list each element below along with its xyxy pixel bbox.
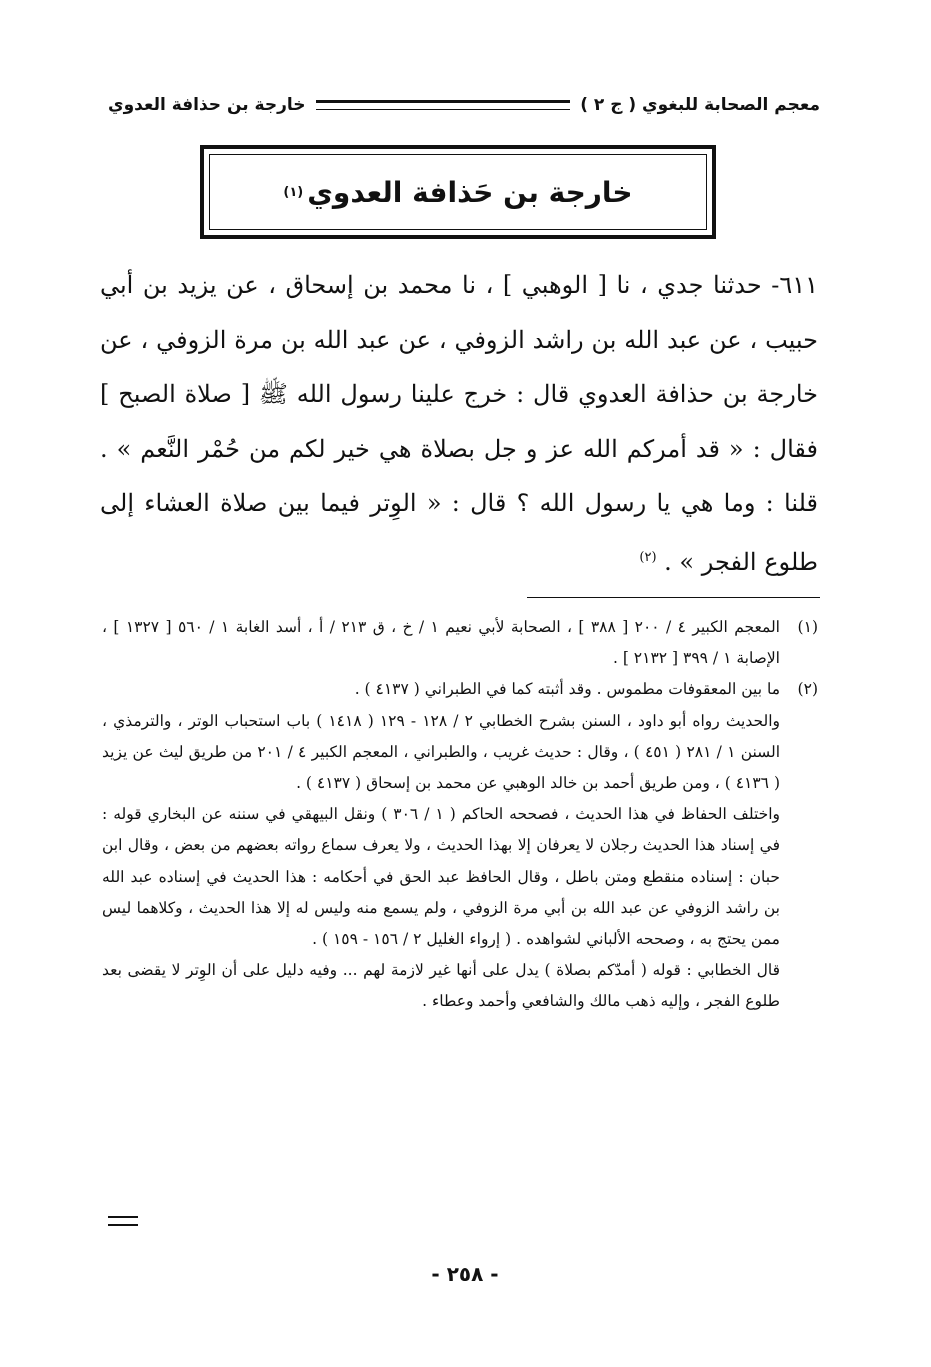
- main-text: [100, 258, 818, 589]
- page-number: - ٢٥٨ -: [431, 1262, 499, 1286]
- running-header: [108, 88, 820, 122]
- footnote-separator: [527, 597, 820, 598]
- title-frame: [200, 145, 716, 239]
- header-rule: [316, 100, 571, 110]
- title-inner-frame: [209, 154, 707, 230]
- entry-title: خارجة بن حَذافة العدوي: [307, 175, 633, 209]
- hadith-text: ٦١١- حدثنا جدي ، نا [ الوهبي ] ، نا محمد بن إسحاق ، عن يزيد بن أبي حبيب ، عن عبد الله بن راشد الزوفي ، عن عبد الله بن مرة الزوفي ، عن خارجة بن حذافة العدوي قال : خرج علينا رسول الله ﷺ [ صلاة الصبح ] فقال : « قد أمركم الله عز و جل بصلاة هي خير لكم من حُمْر النَّعم » . قلنا : وما هي يا رسول الله ؟ قال : « الوِتر فيما بين صلاة العشاء إلى طلوع الفجر » .: [100, 271, 818, 576]
- footnotes: [102, 612, 818, 1018]
- note-paragraph: واختلف الحفاظ في هذا الحديث ، فصححه الحاكم ( ١ / ٣٠٦ ) ونقل البيهقي في سننه عن البخاري قوله : في إسناد هذا الحديث رجلان لا يعرفان إلا بهذا الحديث ، ولا يعرف سماع رواته بعضهم من بعض ، وقال ابن حبان : إسناده منقطع ومتن باطل ، وقال الحافظ عبد الحق في أحكامه : هذا الحديث في إسناده عبد الله بن راشد الزوفي عن عبد الله بن أبي مرة الزوفي ، ولم يسمع منه وليس له إلا هذا الحديث ، وكلاهما ليس ممن يحتج به ، وصححه الألباني لشواهده . ( إرواء الغليل ٢ / ١٥٦ - ١٥٩ ) .: [102, 805, 781, 949]
- footnote-text: ما بين المعقوفات مطموس . وقد أثبته كما في الطبراني ( ٤١٣٧ ) .: [354, 680, 780, 699]
- hadith-footnote-ref: (٢): [639, 549, 657, 565]
- footnote-text: المعجم الكبير ٤ / ٢٠٠ [ ٣٨٨ ] ، الصحابة لأبي نعيم ١ / خ ، ق ٢١٣ / أ ، أسد الغابة ١ / ٥٦٠ [ ١٣٢٧ ] ، الإصابة ١ / ٣٩٩ [ ٢١٣٢ ] .: [102, 618, 780, 668]
- section-title: خارجة بن حذافة العدوي: [108, 95, 306, 115]
- footnote-1: [102, 612, 818, 674]
- note-paragraph: قال الخطابي : قوله ( أمدّكم بصلاة ) يدل على أنها غير لازمة لهم ... وفيه دليل على أن الوِتر لا يقضى بعد طلوع الفجر ، وإليه ذهب مالك والشافعي وأحمد وعطاء .: [102, 961, 780, 1011]
- note-paragraph: والحديث رواه أبو داود ، السنن بشرح الخطابي ٢ / ١٢٨ - ١٢٩ ( ١٤١٨ ) باب استحباب الوتر ، والترمذي ، السنن ١ / ٢٨١ ( ٤٥١ ) ، وقال : حديث غريب ، والطبراني ، المعجم الكبير ٤ / ٢٠١ من طريق ليث عن يزيد ( ٤١٣٦ ) ، ومن طريق أحمد بن خالد الوهبي عن محمد بن إسحاق ( ٤١٣٧ ) .: [102, 711, 781, 793]
- end-mark: [108, 1216, 138, 1226]
- footnote-number: (١): [797, 618, 818, 636]
- footnote-number: (٢): [797, 680, 818, 699]
- hadith-paragraph: [100, 258, 818, 589]
- book-title: معجم الصحابة للبغوي ( ج ٢ ): [580, 95, 820, 115]
- footnote-2: [102, 674, 818, 705]
- title-footnote-ref: (١): [283, 184, 304, 200]
